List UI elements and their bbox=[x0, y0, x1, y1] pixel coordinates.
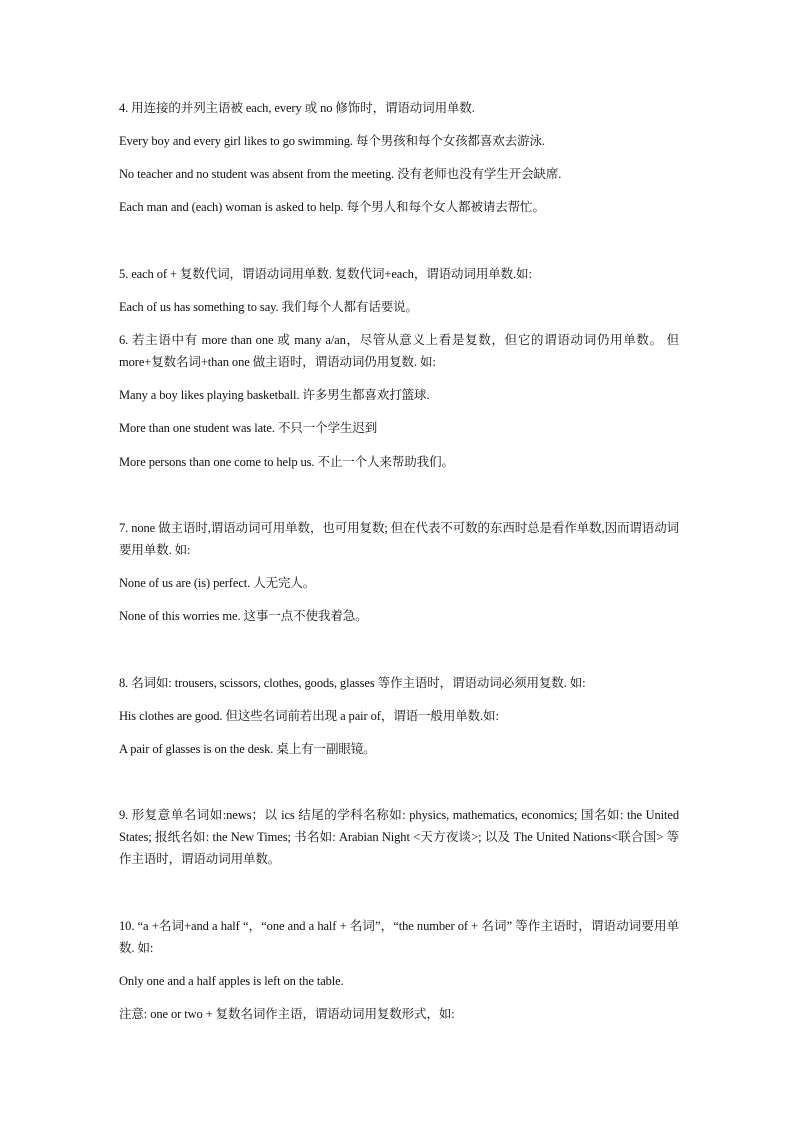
note-line: 注意: one or two + 复数名词作主语，谓语动词用复数形式，如: bbox=[119, 1007, 455, 1021]
example-line: No teacher and no student was absent from the meeting. 没有老师也没有学生开会缺席. bbox=[119, 167, 562, 181]
example-line: A pair of glasses is on the desk. 桌上有一副眼镜。 bbox=[119, 742, 376, 756]
example-line: More persons than one come to help us. 不止一个人来帮助我们。 bbox=[119, 455, 454, 469]
example-line: More than one student was late. 不只一个学生迟到 bbox=[119, 421, 378, 435]
rule-7-heading: 7. none 做主语时,谓语动词可用单数，也可用复数; 但在代表不可数的东西时总是看作单数,因而谓语动词要用单数. 如: bbox=[119, 521, 679, 557]
rule-6-heading: 6. 若主语中有 more than one 或 many a/an，尽管从意义上看是复数，但它的谓语动词仍用单数。 但 more+复数名词+than one 做主语时，谓语动词仍用复数. 如: bbox=[119, 333, 679, 369]
example-line: None of us are (is) perfect. 人无完人。 bbox=[119, 576, 316, 590]
rule-9-heading: 9. 形复意单名词如:news；以 ics 结尾的学科名称如: physics, mathematics, economics; 国名如: the United States; 报纸名如: the New Times; 书名如: Arabian Night <天方夜谈>; 以及 The United Nations<联合国> 等作主语时，谓语动词用单数。 bbox=[119, 808, 679, 866]
example-line: Many a boy likes playing basketball. 许多男生都喜欢打篮球. bbox=[119, 388, 430, 402]
example-line: Each man and (each) woman is asked to help. 每个男人和每个女人都被请去帮忙。 bbox=[119, 200, 545, 214]
rule-10-heading: 10. “a +名词+and a half “，“one and a half + 名词”，“the number of + 名词” 等作主语时，谓语动词要用单数. 如: bbox=[119, 919, 679, 955]
example-line: Every boy and every girl likes to go swimming. 每个男孩和每个女孩都喜欢去游泳. bbox=[119, 134, 545, 148]
rule-4-heading: 4. 用连接的并列主语被 each, every 或 no 修饰时，谓语动词用单数. bbox=[119, 101, 475, 115]
rule-5-heading: 5. each of + 复数代词，谓语动词用单数. 复数代词+each，谓语动词用单数.如: bbox=[119, 267, 532, 281]
example-line: Each of us has something to say. 我们每个人都有话要说。 bbox=[119, 300, 418, 314]
example-line: His clothes are good. 但这些名词前若出现 a pair of，谓语一般用单数.如: bbox=[119, 709, 499, 723]
example-line: None of this worries me. 这事一点不使我着急。 bbox=[119, 609, 368, 623]
example-line: Only one and a half apples is left on the table. bbox=[119, 974, 344, 988]
rule-8-heading: 8. 名词如: trousers, scissors, clothes, goods, glasses 等作主语时，谓语动词必须用复数. 如: bbox=[119, 676, 586, 690]
